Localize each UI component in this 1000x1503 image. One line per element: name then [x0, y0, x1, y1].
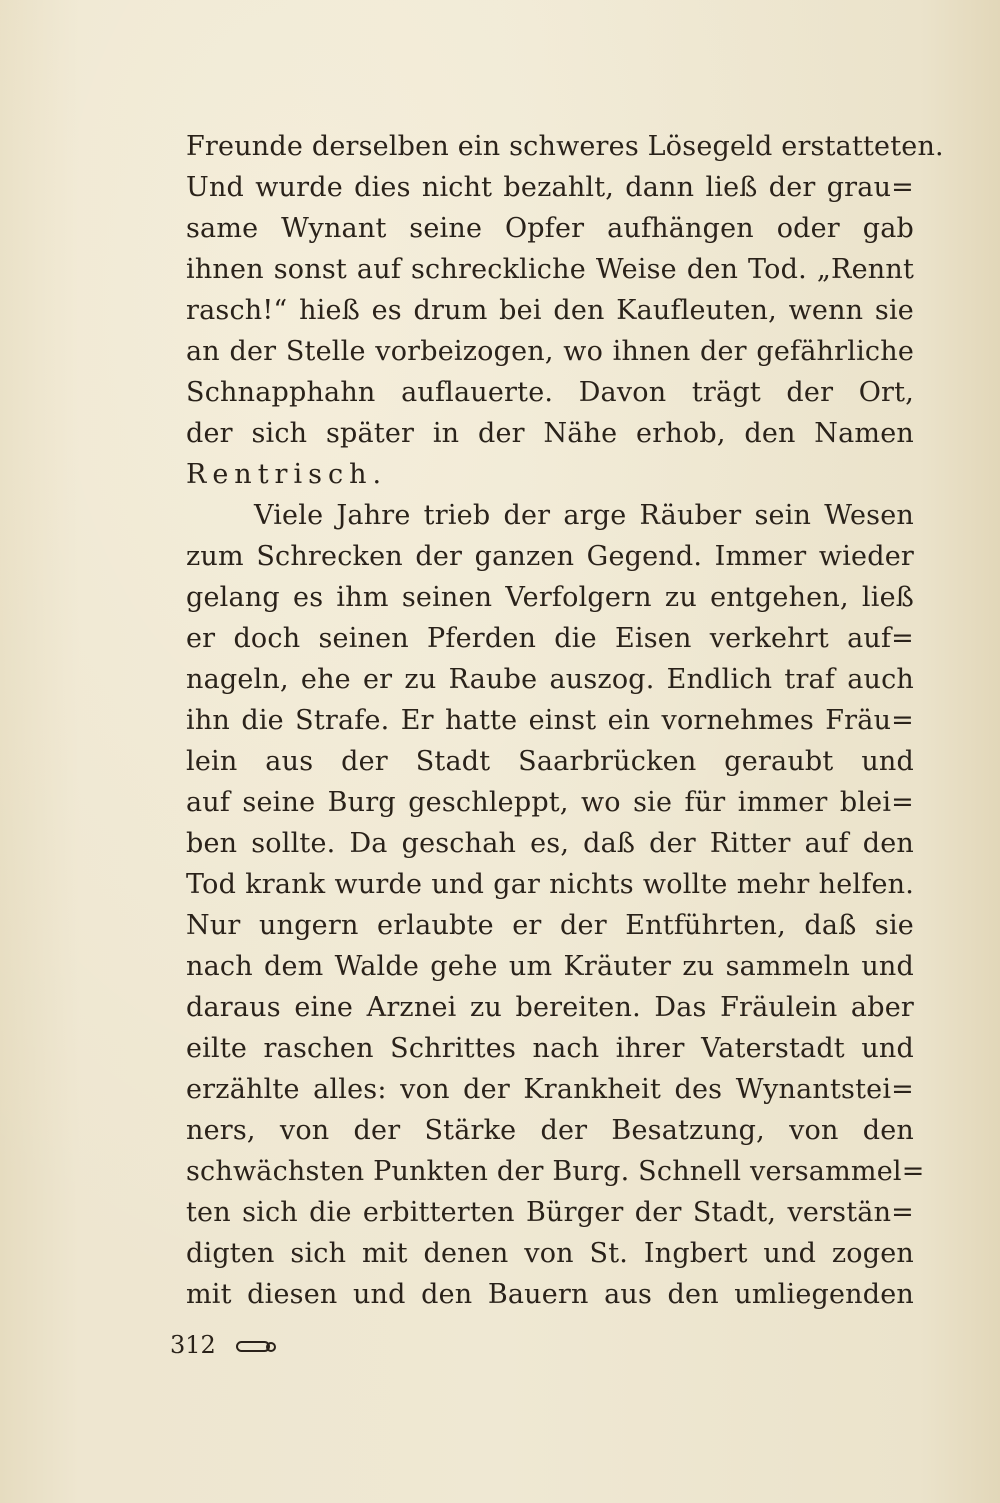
text-line: nach dem Walde gehe um Kräuter zu sammeln und [186, 951, 914, 982]
paragraph [186, 495, 925, 1315]
text-line: Nur ungern erlaubte er der Entführten, daß sie [186, 910, 914, 941]
text-line: schwächsten Punkten der Burg. Schnell versammel= [186, 1156, 925, 1187]
text-line: der sich später in der Nähe erhob, den Namen [186, 418, 914, 449]
text-line: same Wynant seine Opfer aufhängen oder gab [186, 213, 914, 244]
text-line: ihn die Strafe. Er hatte einst ein vornehmes Fräu= [186, 705, 914, 736]
text-line: nageln, ehe er zu Raube auszog. Endlich traf auch [186, 664, 914, 695]
text-line: Viele Jahre trieb der arge Räuber sein Wesen [254, 500, 914, 531]
text-line: Rentrisch. [186, 459, 388, 490]
page-number: 312 [170, 1331, 216, 1359]
text-line: erzählte alles: von der Krankheit des Wynantstei= [186, 1074, 914, 1105]
text-line: rasch!“ hieß es drum bei den Kaufleuten, wenn sie [186, 295, 914, 326]
text-line: daraus eine Arznei zu bereiten. Das Fräulein aber [186, 992, 914, 1023]
text-line: ners, von der Stärke der Besatzung, von den [186, 1115, 914, 1146]
text-line: an der Stelle vorbeizogen, wo ihnen der gefährliche [186, 336, 914, 367]
text-line: eilte raschen Schrittes nach ihrer Vaterstadt und [186, 1033, 914, 1064]
text-line: Und wurde dies nicht bezahlt, dann ließ der grau= [186, 172, 914, 203]
scroll-ornament-icon [236, 1339, 276, 1351]
text-line: auf seine Burg geschleppt, wo sie für immer blei= [186, 787, 914, 818]
text-line: er doch seinen Pferden die Eisen verkehrt auf= [186, 623, 914, 654]
text-line: Freunde derselben ein schweres Lösegeld erstatteten. [186, 131, 944, 162]
text-line: ten sich die erbitterten Bürger der Stadt, verstän= [186, 1197, 914, 1228]
body-text [186, 126, 944, 1315]
text-line: lein aus der Stadt Saarbrücken geraubt und [186, 746, 914, 777]
text-line: Tod krank wurde und gar nichts wollte mehr helfen. [186, 869, 914, 900]
text-line: digten sich mit denen von St. Ingbert und zogen [186, 1238, 914, 1269]
text-line: zum Schrecken der ganzen Gegend. Immer wieder [186, 541, 914, 572]
text-line: ben sollte. Da geschah es, daß der Ritter auf den [186, 828, 914, 859]
text-line: Schnapphahn auflauerte. Davon trägt der Ort, [186, 377, 914, 408]
text-line: ihnen sonst auf schreckliche Weise den Tod. „Rennt [186, 254, 914, 285]
text-line: mit diesen und den Bauern aus den umliegenden [186, 1279, 914, 1310]
page-footer [170, 1331, 276, 1359]
paragraph [186, 126, 944, 495]
text-line: gelang es ihm seinen Verfolgern zu entgehen, ließ [186, 582, 914, 613]
